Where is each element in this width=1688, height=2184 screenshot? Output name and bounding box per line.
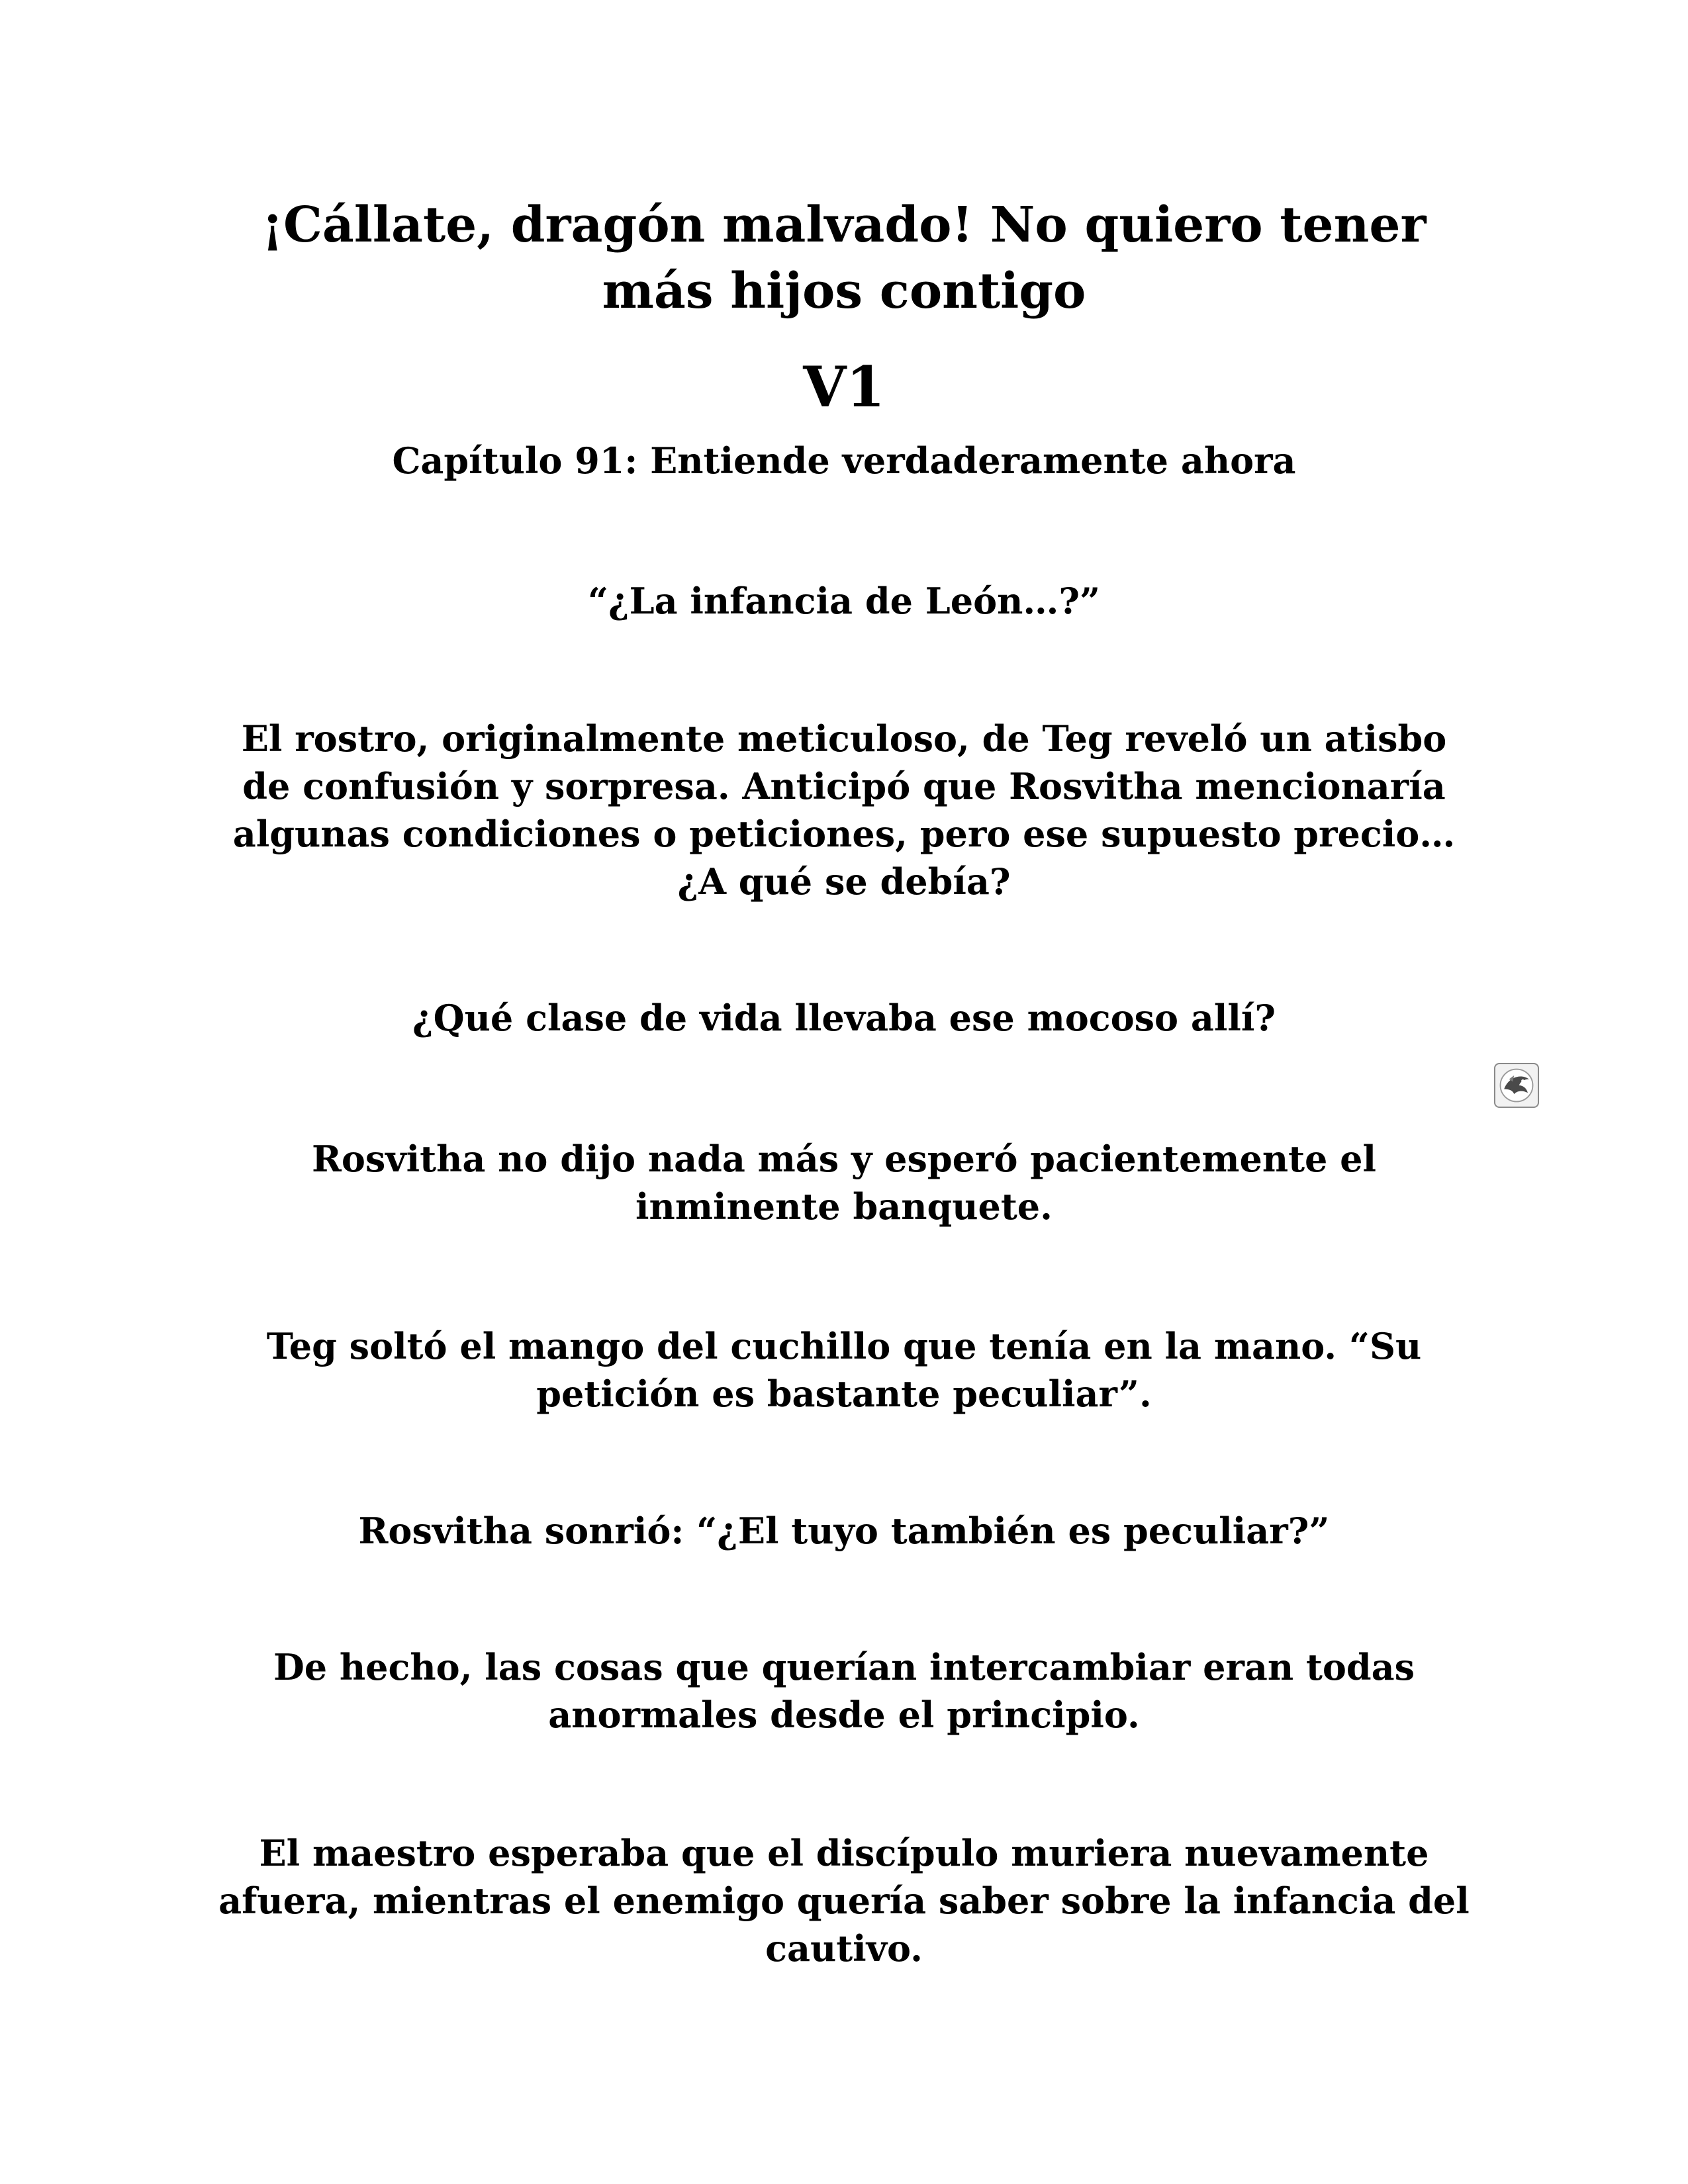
paragraph-5: Teg soltó el mango del cuchillo que tenía en la mano. “Su petición es bastante peculiar”. bbox=[266, 1325, 1422, 1415]
volume-label: V1 bbox=[803, 354, 885, 420]
dragon-logo-icon bbox=[1494, 1063, 1539, 1108]
paragraph-7: De hecho, las cosas que querían intercambiar eran todas anormales desde el principio. bbox=[273, 1646, 1415, 1736]
paragraph-1: “¿La infancia de León…?” bbox=[587, 580, 1101, 622]
paragraph-3: ¿Qué clase de vida llevaba ese mocoso allí? bbox=[412, 997, 1276, 1039]
paragraph-4: Rosvitha no dijo nada más y esperó pacientemente el inminente banquete. bbox=[311, 1138, 1377, 1228]
paragraph-6: Rosvitha sonrió: “¿El tuyo también es peculiar?” bbox=[358, 1510, 1330, 1552]
chapter-heading: Capítulo 91: Entiende verdaderamente ahora bbox=[392, 439, 1296, 482]
paragraph-2: El rostro, originalmente meticuloso, de Teg reveló un atisbo de confusión y sorpresa. Anticipó que Rosvitha mencionaría algunas condiciones o peticiones, pero ese supuesto precio… ¿A qué se debía? bbox=[232, 717, 1456, 903]
paragraph-8: El maestro esperaba que el discípulo muriera nuevamente afuera, mientras el enemigo quería saber sobre la infancia del cautivo. bbox=[218, 1832, 1470, 1970]
document-title: ¡Cállate, dragón malvado! No quiero tener más hijos contigo bbox=[261, 197, 1427, 320]
